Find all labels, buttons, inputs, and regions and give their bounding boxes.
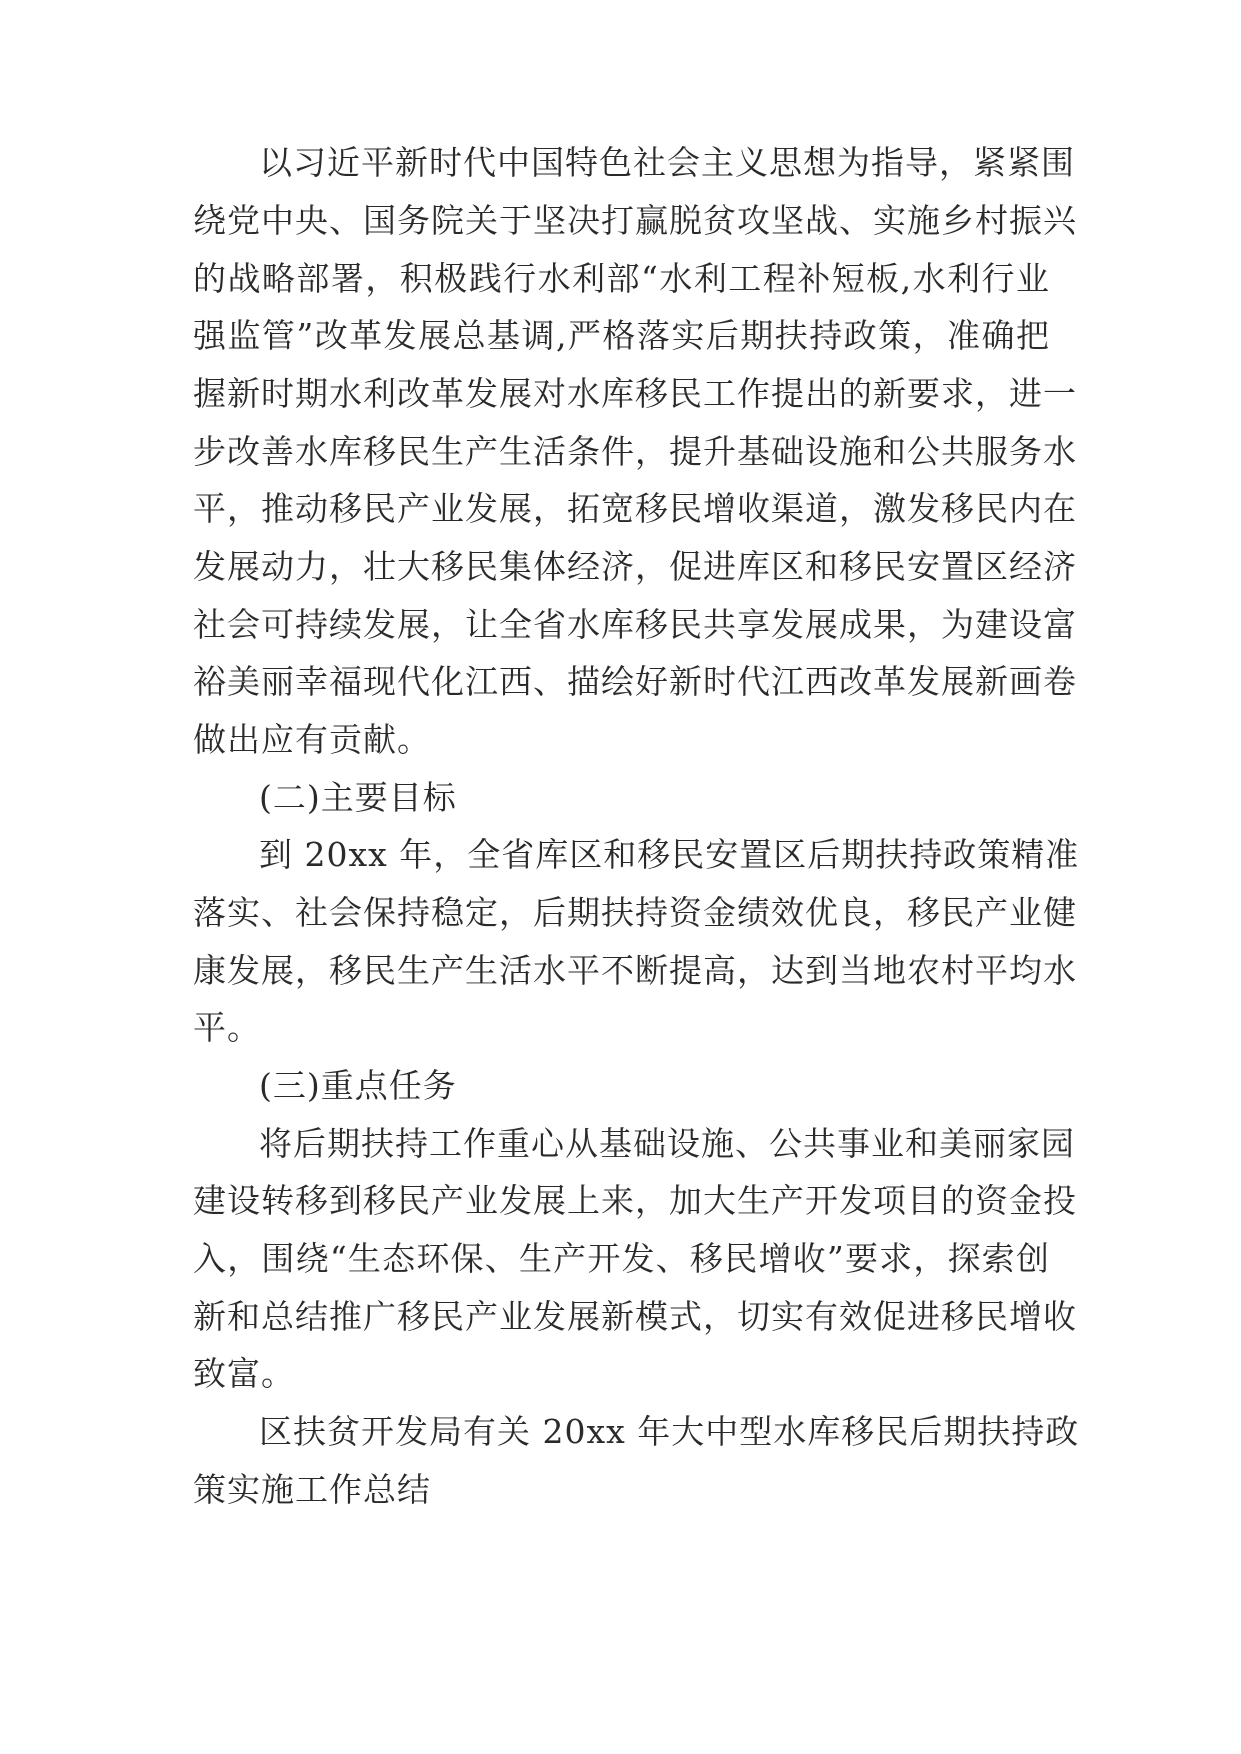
paragraph-line: 落实、社会保持稳定，后期扶持资金绩效优良，移民产业健	[193, 893, 1077, 932]
paragraph-line: 的战略部署，积极践行水利部“水利工程补短板,水利行业	[193, 259, 1050, 298]
paragraph-line: 建设转移到移民产业发展上来，加大生产开发项目的资金投	[193, 1181, 1077, 1220]
paragraph-line: 发展动力，壮大移民集体经济，促进库区和移民安置区经济	[193, 547, 1077, 586]
paragraph-line: 以习近平新时代中国特色社会主义思想为指导，紧紧围	[259, 143, 1075, 182]
paragraph-line: 裕美丽幸福现代化江西、描绘好新时代江西改革发展新画卷	[193, 662, 1077, 701]
document-title-line: 区扶贫开发局有关 20xx 年大中型水库移民后期扶持政	[259, 1412, 1080, 1451]
paragraph-line: 强监管”改革发展总基调,严格落实后期扶持政策，准确把	[193, 316, 1050, 355]
paragraph-line: 做出应有贡献。	[193, 720, 431, 759]
paragraph-line: 平，推动移民产业发展，拓宽移民增收渠道，激发移民内在	[193, 489, 1077, 528]
paragraph-line: 入，围绕“生态环保、生产开发、移民增收”要求，探索创	[193, 1239, 1050, 1278]
paragraph-line: 步改善水库移民生产生活条件，提升基础设施和公共服务水	[193, 432, 1077, 471]
paragraph-line: 平。	[193, 1008, 261, 1047]
section-heading: (三)重点任务	[259, 1066, 457, 1105]
document-title-line: 策实施工作总结	[193, 1470, 431, 1509]
paragraph-line: 到 20xx 年，全省库区和移民安置区后期扶持政策精准	[259, 835, 1080, 874]
paragraph-line: 康发展，移民生产生活水平不断提高，达到当地农村平均水	[193, 951, 1077, 990]
paragraph-line: 绕党中央、国务院关于坚决打赢脱贫攻坚战、实施乡村振兴	[193, 201, 1077, 240]
paragraph-line: 握新时期水利改革发展对水库移民工作提出的新要求，进一	[193, 374, 1077, 413]
paragraph-line: 将后期扶持工作重心从基础设施、公共事业和美丽家园	[259, 1124, 1075, 1163]
section-heading: (二)主要目标	[259, 778, 457, 817]
paragraph-line: 新和总结推广移民产业发展新模式，切实有效促进移民增收	[193, 1297, 1077, 1336]
paragraph-line: 致富。	[193, 1354, 295, 1393]
paragraph-line: 社会可持续发展，让全省水库移民共享发展成果，为建设富	[193, 605, 1077, 644]
